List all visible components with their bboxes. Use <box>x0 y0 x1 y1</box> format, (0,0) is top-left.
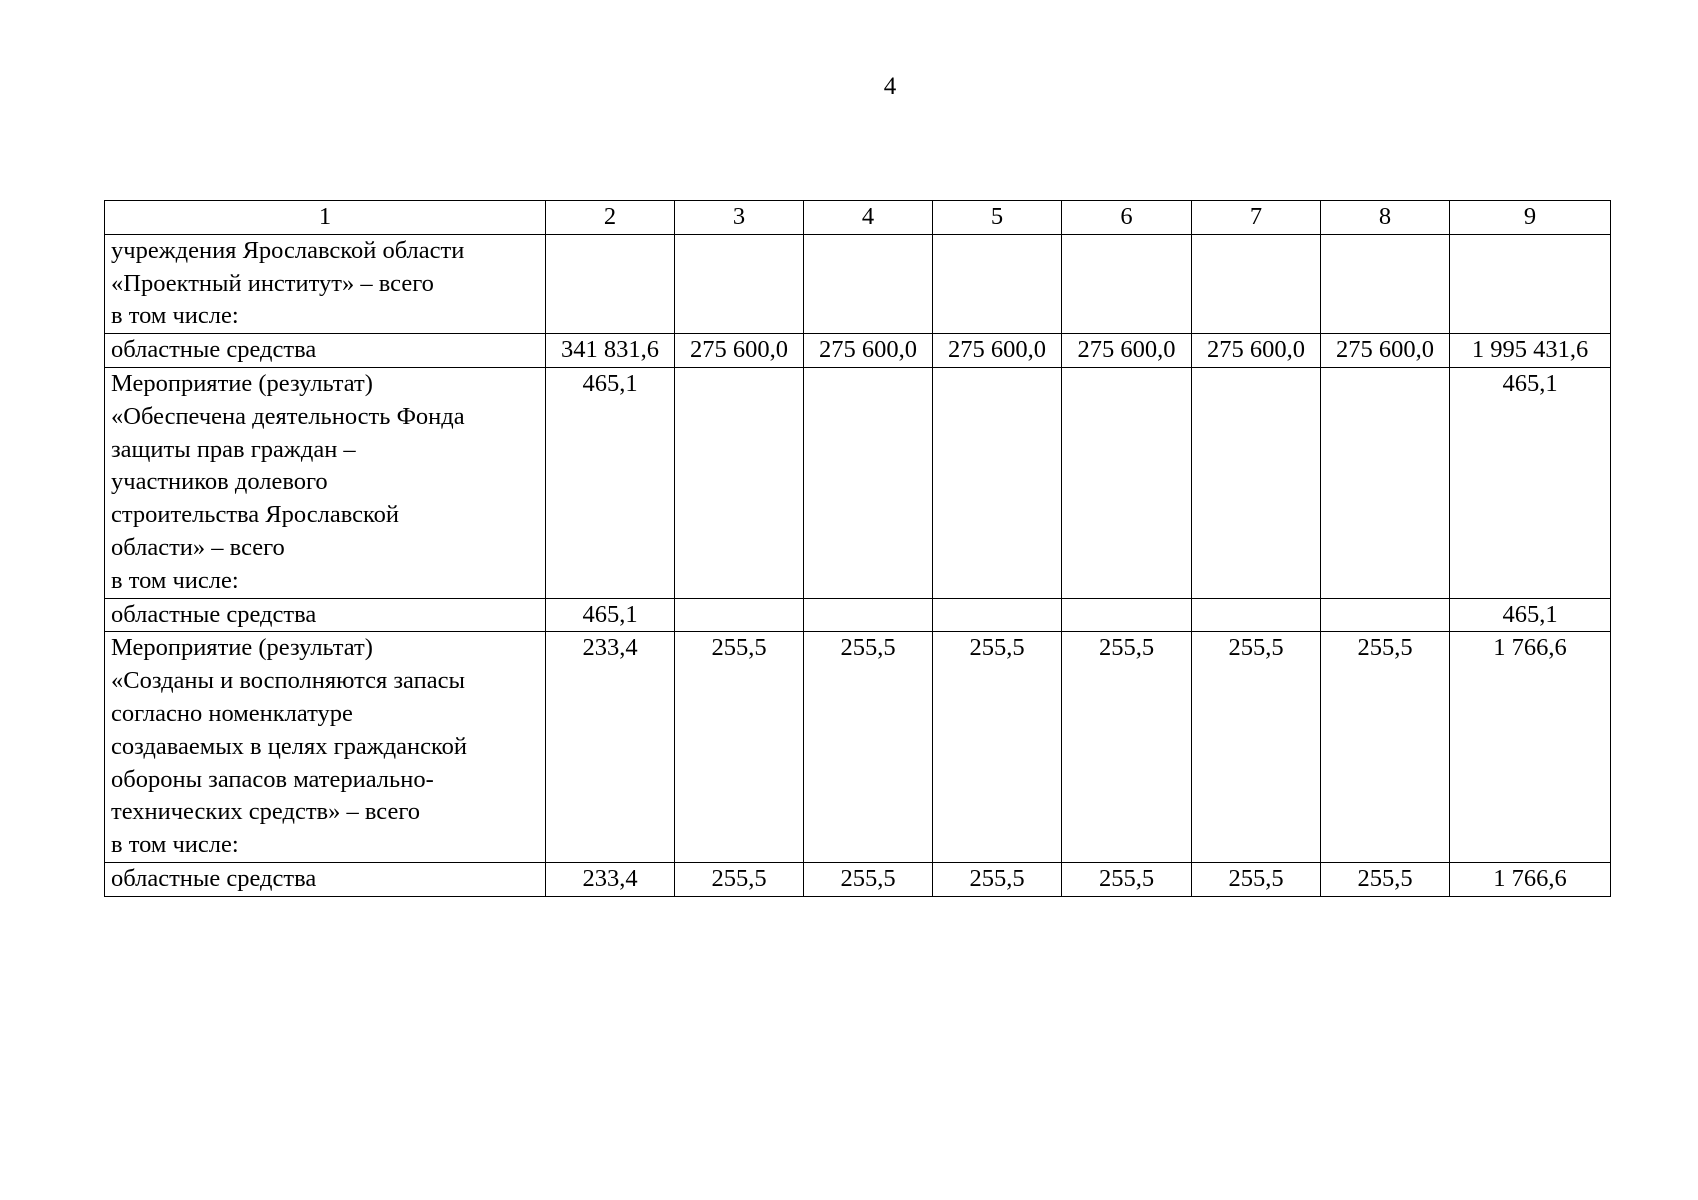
row-name-line: Мероприятие (результат) <box>111 369 373 397</box>
value-cell-col-3 <box>675 234 804 333</box>
row-name-line: областные средства <box>111 600 317 628</box>
value-cell-col-2: 465,1 <box>546 367 675 598</box>
value-cell-col-7: 255,5 <box>1192 632 1321 863</box>
header-cell-4: 4 <box>804 201 933 235</box>
value-cell-col-4: 255,5 <box>804 632 933 863</box>
row-name-line: областные средства <box>111 336 317 364</box>
value-cell-col-5: 255,5 <box>933 862 1062 896</box>
row-name-cell <box>105 367 546 598</box>
value-cell-col-5 <box>933 234 1062 333</box>
row-name-line: технических средств» – всего <box>111 798 421 826</box>
table-row <box>105 632 1611 863</box>
value-cell-col-7: 255,5 <box>1192 862 1321 896</box>
row-name-line: согласно номенклатуре <box>111 699 353 727</box>
row-name-line: Мероприятие (результат) <box>111 634 373 662</box>
value-cell-col-2: 465,1 <box>546 598 675 632</box>
row-name-line: в том числе: <box>111 831 239 859</box>
row-name-line: строительства Ярославской <box>111 501 400 529</box>
value-cell-col-3: 275 600,0 <box>675 334 804 368</box>
header-cell-2: 2 <box>546 201 675 235</box>
value-cell-col-6: 275 600,0 <box>1062 334 1192 368</box>
value-cell-col-3 <box>675 367 804 598</box>
header-cell-6: 6 <box>1062 201 1192 235</box>
row-name-line: защиты прав граждан – <box>111 435 356 463</box>
row-name-line: участников долевого <box>111 468 328 496</box>
header-cell-1: 1 <box>105 201 546 235</box>
value-cell-col-4: 275 600,0 <box>804 334 933 368</box>
row-name-line: в том числе: <box>111 302 239 330</box>
row-name-line: «Проектный институт» – всего <box>111 269 434 297</box>
value-cell-col-6 <box>1062 367 1192 598</box>
value-cell-col-5 <box>933 367 1062 598</box>
budget-table <box>104 200 1611 897</box>
value-cell-col-4 <box>804 598 933 632</box>
value-cell-col-3: 255,5 <box>675 632 804 863</box>
value-cell-col-9: 465,1 <box>1450 598 1611 632</box>
row-name-line: «Созданы и восполняются запасы <box>111 667 465 695</box>
row-name-line: создаваемых в целях гражданской <box>111 732 468 760</box>
table-row <box>105 234 1611 333</box>
value-cell-col-5: 275 600,0 <box>933 334 1062 368</box>
value-cell-col-6: 255,5 <box>1062 632 1192 863</box>
value-cell-col-4 <box>804 234 933 333</box>
row-name-line: в том числе: <box>111 566 239 594</box>
value-cell-col-5 <box>933 598 1062 632</box>
value-cell-col-8: 255,5 <box>1321 632 1450 863</box>
value-cell-col-2: 233,4 <box>546 632 675 863</box>
value-cell-col-2 <box>546 234 675 333</box>
value-cell-col-9: 1 766,6 <box>1450 632 1611 863</box>
value-cell-col-9 <box>1450 234 1611 333</box>
value-cell-col-8 <box>1321 367 1450 598</box>
header-cell-7: 7 <box>1192 201 1321 235</box>
value-cell-col-2: 233,4 <box>546 862 675 896</box>
row-name-cell <box>105 334 546 368</box>
row-name-line: учреждения Ярославской области <box>111 236 465 264</box>
value-cell-col-8: 255,5 <box>1321 862 1450 896</box>
row-name-cell <box>105 598 546 632</box>
header-cell-5: 5 <box>933 201 1062 235</box>
value-cell-col-6 <box>1062 234 1192 333</box>
value-cell-col-2: 341 831,6 <box>546 334 675 368</box>
header-row <box>105 201 1611 235</box>
header-cell-8: 8 <box>1321 201 1450 235</box>
value-cell-col-4 <box>804 367 933 598</box>
header-cell-3: 3 <box>675 201 804 235</box>
table-row <box>105 862 1611 896</box>
table-row <box>105 367 1611 598</box>
row-name-cell <box>105 632 546 863</box>
value-cell-col-5: 255,5 <box>933 632 1062 863</box>
value-cell-col-7 <box>1192 234 1321 333</box>
table-row <box>105 334 1611 368</box>
value-cell-col-4: 255,5 <box>804 862 933 896</box>
value-cell-col-6: 255,5 <box>1062 862 1192 896</box>
page-number: 4 <box>883 73 897 100</box>
value-cell-col-8: 275 600,0 <box>1321 334 1450 368</box>
table-row <box>105 598 1611 632</box>
value-cell-col-3 <box>675 598 804 632</box>
row-name-line: «Обеспечена деятельность Фонда <box>111 402 465 430</box>
row-name-line: области» – всего <box>111 533 285 561</box>
header-cell-9: 9 <box>1450 201 1611 235</box>
value-cell-col-9: 465,1 <box>1450 367 1611 598</box>
value-cell-col-8 <box>1321 234 1450 333</box>
value-cell-col-9: 1 995 431,6 <box>1450 334 1611 368</box>
value-cell-col-7 <box>1192 598 1321 632</box>
value-cell-col-6 <box>1062 598 1192 632</box>
row-name-line: обороны запасов материально- <box>111 765 434 793</box>
row-name-cell <box>105 862 546 896</box>
row-name-line: областные средства <box>111 864 317 892</box>
value-cell-col-7 <box>1192 367 1321 598</box>
value-cell-col-7: 275 600,0 <box>1192 334 1321 368</box>
row-name-cell <box>105 234 546 333</box>
value-cell-col-8 <box>1321 598 1450 632</box>
value-cell-col-9: 1 766,6 <box>1450 862 1611 896</box>
value-cell-col-3: 255,5 <box>675 862 804 896</box>
